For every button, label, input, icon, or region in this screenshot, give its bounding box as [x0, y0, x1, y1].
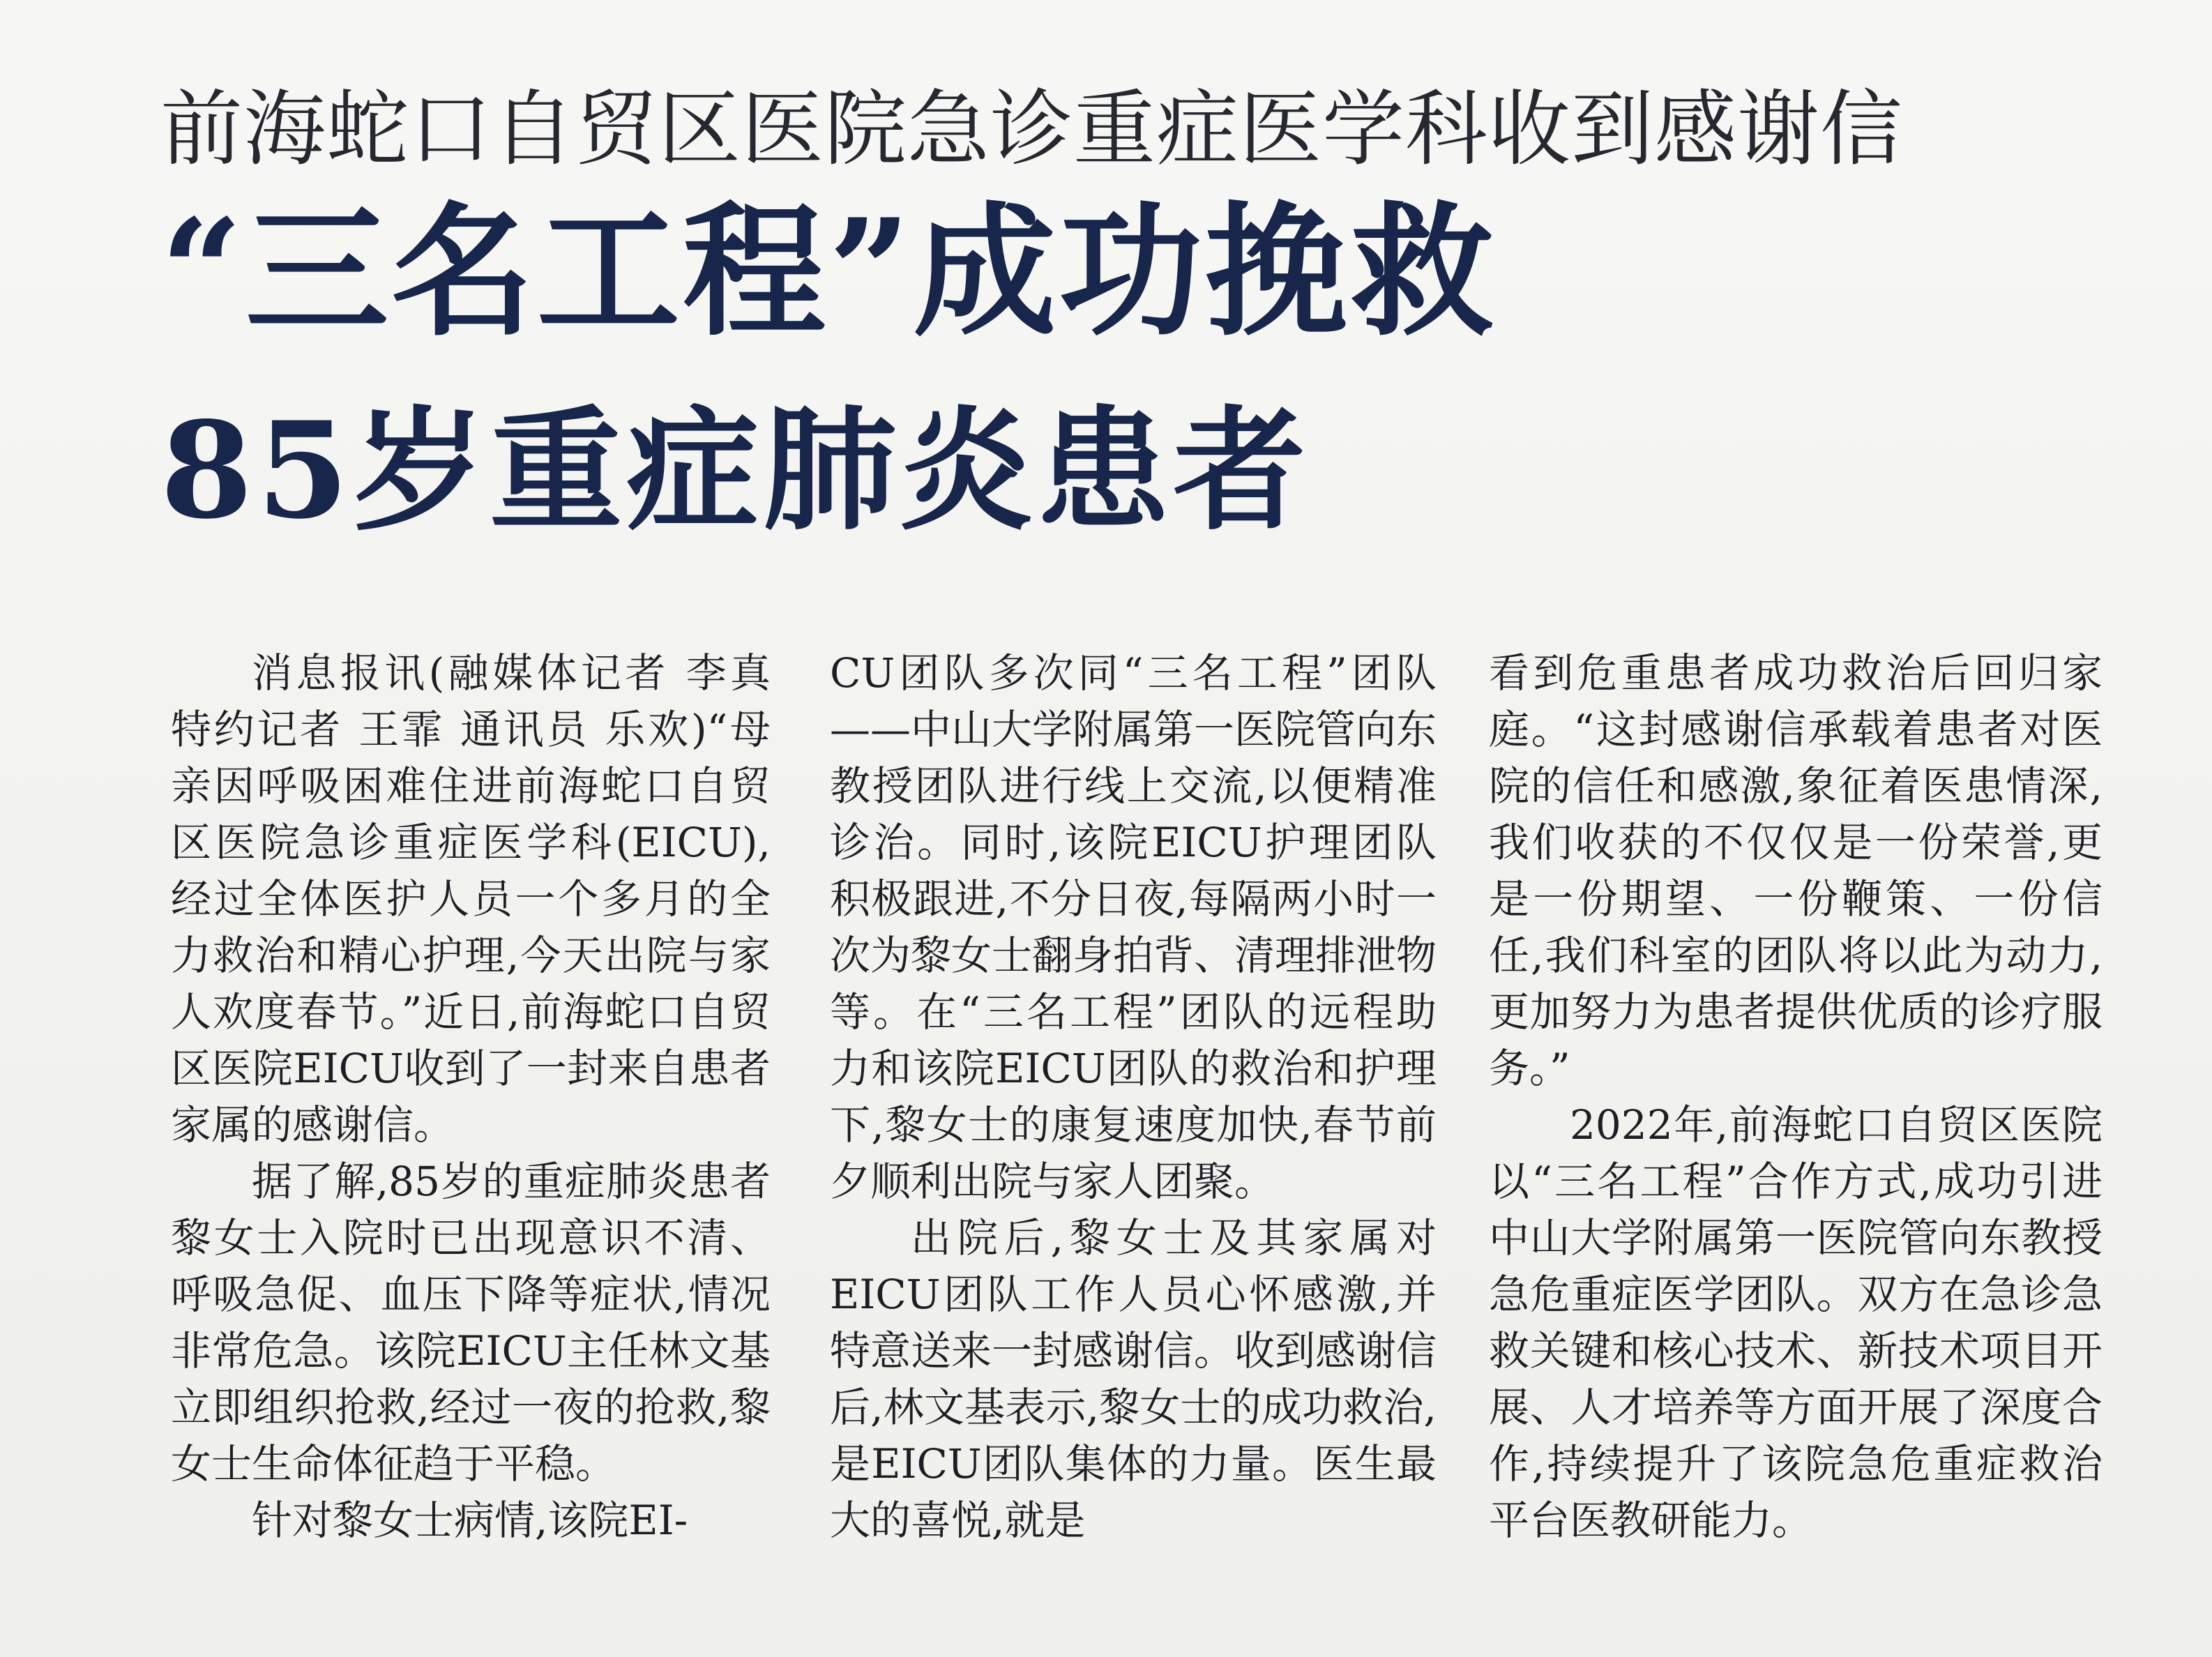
paragraph: 消息报讯(融媒体记者 李真 特约记者 王霏 通讯员 乐欢)“母亲因呼吸困难住进前海蛇口自贸区医院急诊重症医学科(EICU),经过全体医护人员一个多月的全力救治和精心护理,今天出院与家人欢度春节。”近日,前海蛇口自贸区医院EICU收到了一封来自患者家属的感谢信。: [171, 649, 771, 1149]
headline-line-1: “三名工程”成功挽救: [160, 188, 1497, 356]
paragraph: 据了解,85岁的重症肺炎患者黎女士入院时已出现意识不清、呼吸急促、血压下降等症状,情况非常危急。该院EICU主任林文基立即组织抢救,经过一夜的抢救,黎女士生命体征趋于平稳。: [171, 1158, 771, 1488]
article-column-1: [171, 645, 771, 1549]
headline-line-2: 85岁重症肺炎患者: [160, 393, 1310, 548]
paragraph: 出院后,黎女士及其家属对EICU团队工作人员心怀感激,并特意送来一封感谢信。收到感谢信后,林文基表示,黎女士的成功救治,是EICU团队集体的力量。医生最大的喜悦,就是: [830, 1214, 1437, 1544]
article-column-2: [830, 645, 1437, 1549]
paragraph: 针对黎女士病情,该院EI-: [252, 1497, 688, 1544]
article-column-3: [1489, 645, 2103, 1549]
paragraph: 2022年,前海蛇口自贸区医院以“三名工程”合作方式,成功引进中山大学附属第一医院管向东教授急危重症医学团队。双方在急诊急救关键和核心技术、新技术项目开展、人才培养等方面开展了深度合作,持续提升了该院急危重症救治平台医教研能力。: [1489, 1101, 2103, 1544]
paragraph: CU团队多次同“三名工程”团队——中山大学附属第一医院管向东教授团队进行线上交流,以便精准诊治。同时,该院EICU护理团队积极跟进,不分日夜,每隔两小时一次为黎女士翻身拍背、清理排泄物等。在“三名工程”团队的远程助力和该院EICU团队的救治和护理下,黎女士的康复速度加快,春节前夕顺利出院与家人团聚。: [830, 649, 1437, 1205]
article-kicker: 前海蛇口自贸区医院急诊重症医学科收到感谢信: [160, 81, 1904, 177]
paragraph: 看到危重患者成功救治后回归家庭。“这封感谢信承载着患者对医院的信任和感激,象征着医患情深,我们收获的不仅仅是一份荣誉,更是一份期望、一份鞭策、一份信任,我们科室的团队将以此为动力,更加努力为患者提供优质的诊疗服务。”: [1489, 649, 2103, 1092]
